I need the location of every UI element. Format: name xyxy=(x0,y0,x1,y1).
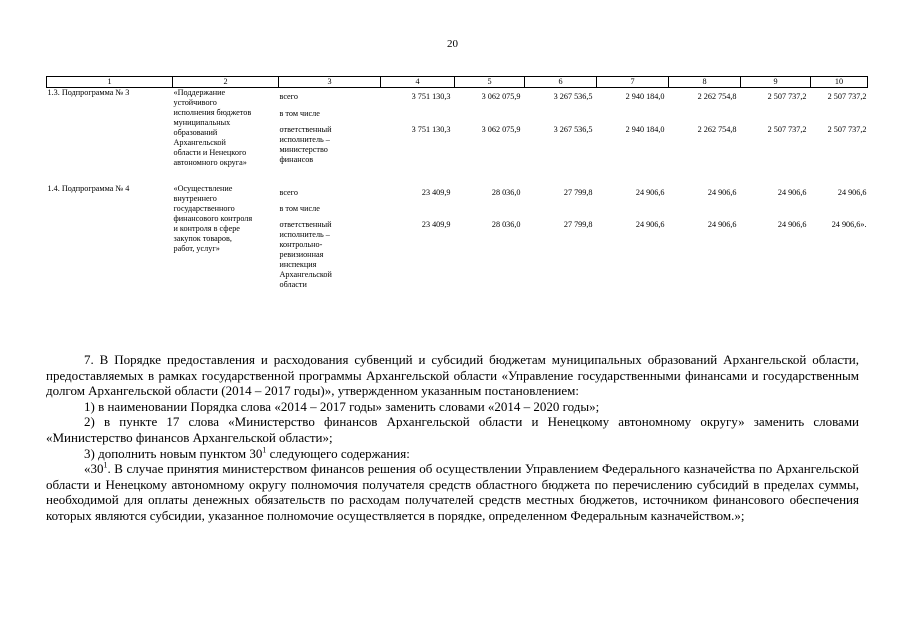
column-header: 5 xyxy=(455,77,525,88)
title-line: «Поддержание xyxy=(173,88,226,97)
amount-cell: 28 036,0 xyxy=(491,220,521,229)
amount-cell: 24 906,6 xyxy=(837,188,867,197)
column-header: 7 xyxy=(597,77,669,88)
column-header: 8 xyxy=(669,77,741,88)
amount-cell: 3 267 536,5 xyxy=(553,125,593,135)
amount-cell: 2 507 737,2 xyxy=(827,92,867,101)
amount-cell xyxy=(381,198,455,220)
amount-cell: 24 906,6 xyxy=(707,188,737,197)
title-line: «Осуществление xyxy=(173,184,233,193)
row-spacer xyxy=(47,168,868,184)
label-line: контрольно- xyxy=(279,240,323,249)
item-3-text-end: следующего содержания: xyxy=(266,445,410,461)
funding-source-label xyxy=(279,125,381,168)
amount-cell: 3 062 075,9 xyxy=(481,92,521,101)
title-line: муниципальных xyxy=(173,118,231,127)
clause-text-end: . В случае принятия министерством финансов решения об осуществлении Управлением Федерального казначейства по Архангельской области и Ненецкому автономному округу полномочия получателя средств областного бюджета по перечислению субсидий в пределах суммы, необходимой для оплаты денежных обязательств по расходам получателей средств местных бюджетов, источником финансового обеспечения которых являются субсидии, указанное полномочие осуществляется в порядке, определенном Федеральным казначейством.»; xyxy=(46,461,859,523)
title-line: работ, услуг» xyxy=(173,244,220,253)
amount-cell: 27 799,8 xyxy=(563,188,593,197)
item-2: 2) в пункте 17 слова «Министерство финансов Архангельской области и Ненецкому автономному округу» заменить словами «Министерство финансов Архангельской области»; xyxy=(46,414,859,445)
label-line: в том числе xyxy=(279,109,320,119)
title-line: области и Ненецкого xyxy=(173,148,247,157)
page-number: 20 xyxy=(447,38,458,50)
title-line: финансового контроля xyxy=(173,214,253,223)
funding-source-label xyxy=(279,184,381,198)
amount-cell xyxy=(455,103,525,125)
superscript: 1 xyxy=(262,445,267,455)
amount-cell xyxy=(455,198,525,220)
amount-cell xyxy=(597,103,669,125)
amount-cell: 24 906,6 xyxy=(635,220,665,229)
amount-cell: 3 267 536,5 xyxy=(553,92,593,101)
label-line: области xyxy=(279,280,307,289)
funding-table xyxy=(46,76,868,290)
amount-cell: 28 036,0 xyxy=(491,188,521,197)
subprogram-title xyxy=(173,88,279,169)
title-line: устойчивого xyxy=(173,98,217,107)
amount-cell xyxy=(597,198,669,220)
label-line: исполнитель – xyxy=(279,135,330,145)
amount-cell: 24 906,6 xyxy=(707,220,737,229)
title-line: закупок товаров, xyxy=(173,234,232,243)
label-line: ответственный xyxy=(279,125,332,135)
subprogram-title xyxy=(173,184,279,290)
new-clause-30-1 xyxy=(46,461,859,523)
amount-cell: 2 507 737,2 xyxy=(827,125,867,135)
title-line: автономного округа» xyxy=(173,158,247,167)
label-line: инспекция xyxy=(279,260,317,269)
label-line: в том числе xyxy=(279,204,320,213)
amount-cell: 3 062 075,9 xyxy=(481,125,521,135)
amount-cell: 2 940 184,0 xyxy=(625,92,665,101)
table-body xyxy=(47,88,868,291)
table-row xyxy=(47,88,868,104)
amount-cell: 2 507 737,2 xyxy=(767,92,807,101)
amount-cell: 23 409,9 xyxy=(421,188,451,197)
title-line: внутреннего xyxy=(173,194,217,203)
amount-cell: 3 751 130,3 xyxy=(411,92,451,101)
label-line: ответственный xyxy=(279,220,332,229)
amount-cell xyxy=(669,103,741,125)
amount-cell: 23 409,9 xyxy=(421,220,451,229)
column-header: 1 xyxy=(47,77,173,88)
amount-cell: 27 799,8 xyxy=(563,220,593,229)
label-line: всего xyxy=(279,92,298,101)
clause-text: «30 xyxy=(84,461,104,477)
amount-cell xyxy=(525,103,597,125)
amount-cell xyxy=(811,103,868,125)
title-line: Архангельской xyxy=(173,138,226,147)
title-line: и контроля в сфере xyxy=(173,224,240,233)
table-row xyxy=(47,184,868,198)
item-3-text: 3) дополнить новым пунктом 30 xyxy=(84,445,263,461)
label-line: министерство xyxy=(279,145,328,155)
subprogram-name: 1.4. Подпрограмма № 4 xyxy=(47,184,130,193)
label-line: ревизионная xyxy=(279,250,324,259)
amount-cell xyxy=(741,103,811,125)
column-header: 10 xyxy=(811,77,868,88)
amount-cell: 24 906,6 xyxy=(777,220,807,229)
item-1: 1) в наименовании Порядка слова «2014 – 2017 годы» заменить словами «2014 – 2020 годы»; xyxy=(84,398,600,414)
amount-cell xyxy=(381,103,455,125)
table-header-row xyxy=(47,77,868,88)
label-line: исполнитель – xyxy=(279,230,330,239)
amount-cell: 2 940 184,0 xyxy=(625,125,665,135)
subprogram-name: 1.3. Подпрограмма № 3 xyxy=(47,88,130,97)
label-line: финансов xyxy=(279,155,314,165)
column-header: 4 xyxy=(381,77,455,88)
amount-cell xyxy=(811,198,868,220)
column-header: 3 xyxy=(279,77,381,88)
label-line: всего xyxy=(279,188,298,197)
superscript: 1 xyxy=(103,460,108,470)
paragraph-7: 7. В Порядке предоставления и расходования субвенций и субсидий бюджетам муниципальных образований Архангельской области, предоставляемых в рамках государственной программы Архангельской области «Управление государственными финансами и государственным долгом Архангельской области (2014 – 2017 годы)», утвержденном указанным постановлением: xyxy=(46,352,859,399)
amendment-text xyxy=(46,352,859,524)
amount-cell: 24 906,6». xyxy=(831,220,867,229)
amount-cell: 2 507 737,2 xyxy=(767,125,807,135)
funding-source-label xyxy=(279,103,381,125)
spacer-cell xyxy=(47,168,868,184)
column-header: 6 xyxy=(525,77,597,88)
title-line: образований xyxy=(173,128,218,137)
funding-source-label xyxy=(279,88,381,104)
title-line: исполнения бюджетов xyxy=(173,108,252,117)
amount-cell xyxy=(525,198,597,220)
column-header: 2 xyxy=(173,77,279,88)
amount-cell xyxy=(669,198,741,220)
funding-source-label xyxy=(279,198,381,220)
amount-cell: 3 751 130,3 xyxy=(411,125,451,135)
funding-source-label xyxy=(279,220,381,290)
amount-cell: 2 262 754,8 xyxy=(697,125,737,135)
label-line: Архангельской xyxy=(279,270,332,279)
amount-cell: 24 906,6 xyxy=(635,188,665,197)
title-line: государственного xyxy=(173,204,235,213)
amount-cell: 2 262 754,8 xyxy=(697,92,737,101)
item-3 xyxy=(46,446,859,462)
amount-cell: 24 906,6 xyxy=(777,188,807,197)
amount-cell xyxy=(741,198,811,220)
column-header: 9 xyxy=(741,77,811,88)
